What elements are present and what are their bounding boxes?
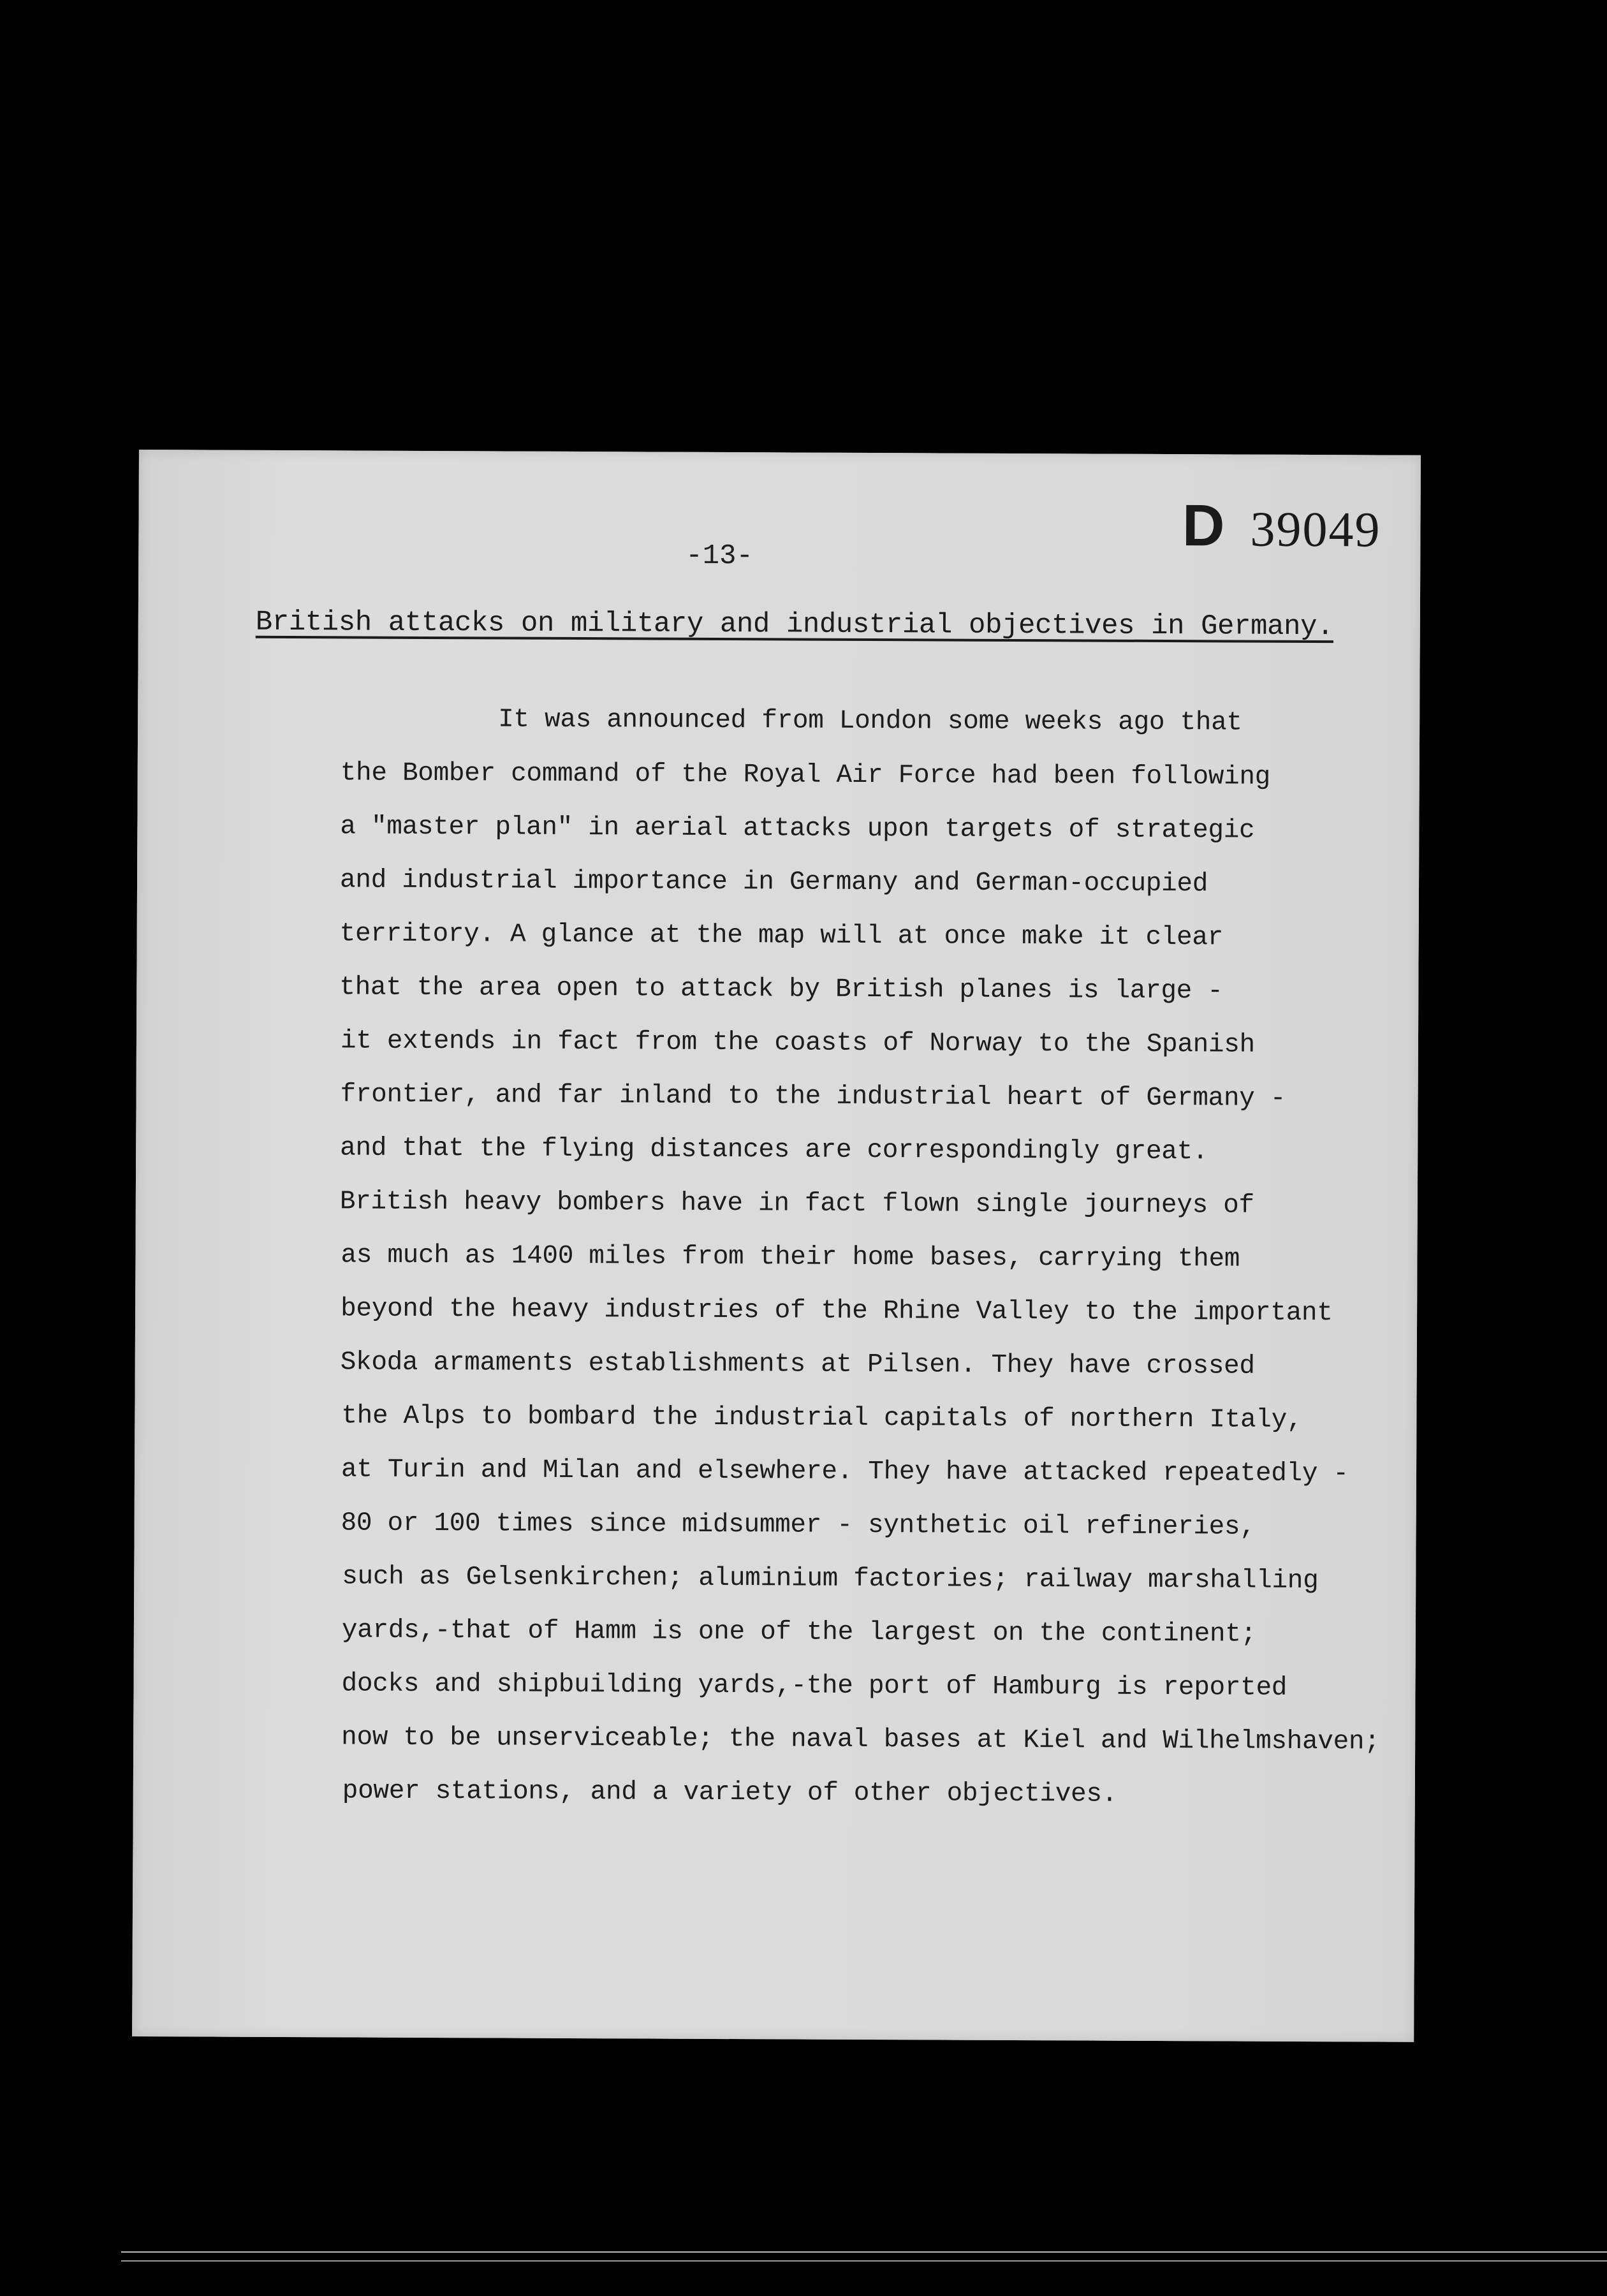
text-line: such as Gelsenkirchen; aluminium factories; railway marshalling <box>342 1562 1319 1596</box>
text-line: yards,-that of Hamm is one of the largest on the continent; <box>341 1615 1256 1649</box>
text-line: the Alps to bombard the industrial capitals of northern Italy, <box>341 1401 1303 1435</box>
document-page <box>132 450 1421 2042</box>
text-line: frontier, and far inland to the industrial heart of Germany - <box>340 1080 1286 1114</box>
text-line: and that the flying distances are correspondingly great. <box>340 1133 1208 1167</box>
section-heading: British attacks on military and industrial objectives in Germany. <box>255 606 1334 644</box>
text-line: as much as 1400 miles from their home bases, carrying them <box>341 1240 1240 1274</box>
film-edge-line <box>121 2251 1607 2253</box>
text-line: at Turin and Milan and elsewhere. They have attacked repeatedly - <box>341 1455 1349 1489</box>
page-number: -13- <box>686 540 754 573</box>
text-line: a "master plan" in aerial attacks upon targets of strategic <box>340 812 1255 846</box>
stamp-letter: D <box>1182 493 1225 559</box>
text-line: It was announced from London some weeks ago that <box>498 705 1242 738</box>
film-edge-line <box>121 2260 1607 2262</box>
text-line: that the area open to attack by British planes is large - <box>339 973 1223 1006</box>
text-line: power stations, and a variety of other objectives. <box>342 1776 1118 1809</box>
text-line: the Bomber command of the Royal Air Force had been following <box>340 758 1271 792</box>
text-line: British heavy bombers have in fact flown single journeys of <box>339 1187 1254 1221</box>
text-line: Skoda armaments establishments at Pilsen. They have crossed <box>340 1348 1255 1381</box>
text-line: and industrial importance in Germany and German-occupied <box>339 865 1208 899</box>
text-line: territory. A glance at the map will at once make it clear <box>339 919 1224 953</box>
archive-stamp <box>1182 492 1381 560</box>
text-line: now to be unserviceable; the naval bases at Kiel and Wilhelmshaven; <box>341 1723 1380 1757</box>
text-line: it extends in fact from the coasts of Norway to the Spanish <box>340 1026 1255 1060</box>
stamp-number: 39049 <box>1250 501 1381 557</box>
text-line: docks and shipbuilding yards,-the port of Hamburg is reported <box>341 1669 1288 1703</box>
text-line: 80 or 100 times since midsummer - synthetic oil refineries, <box>341 1508 1256 1542</box>
text-line: beyond the heavy industries of the Rhine Valley to the important <box>341 1294 1333 1328</box>
